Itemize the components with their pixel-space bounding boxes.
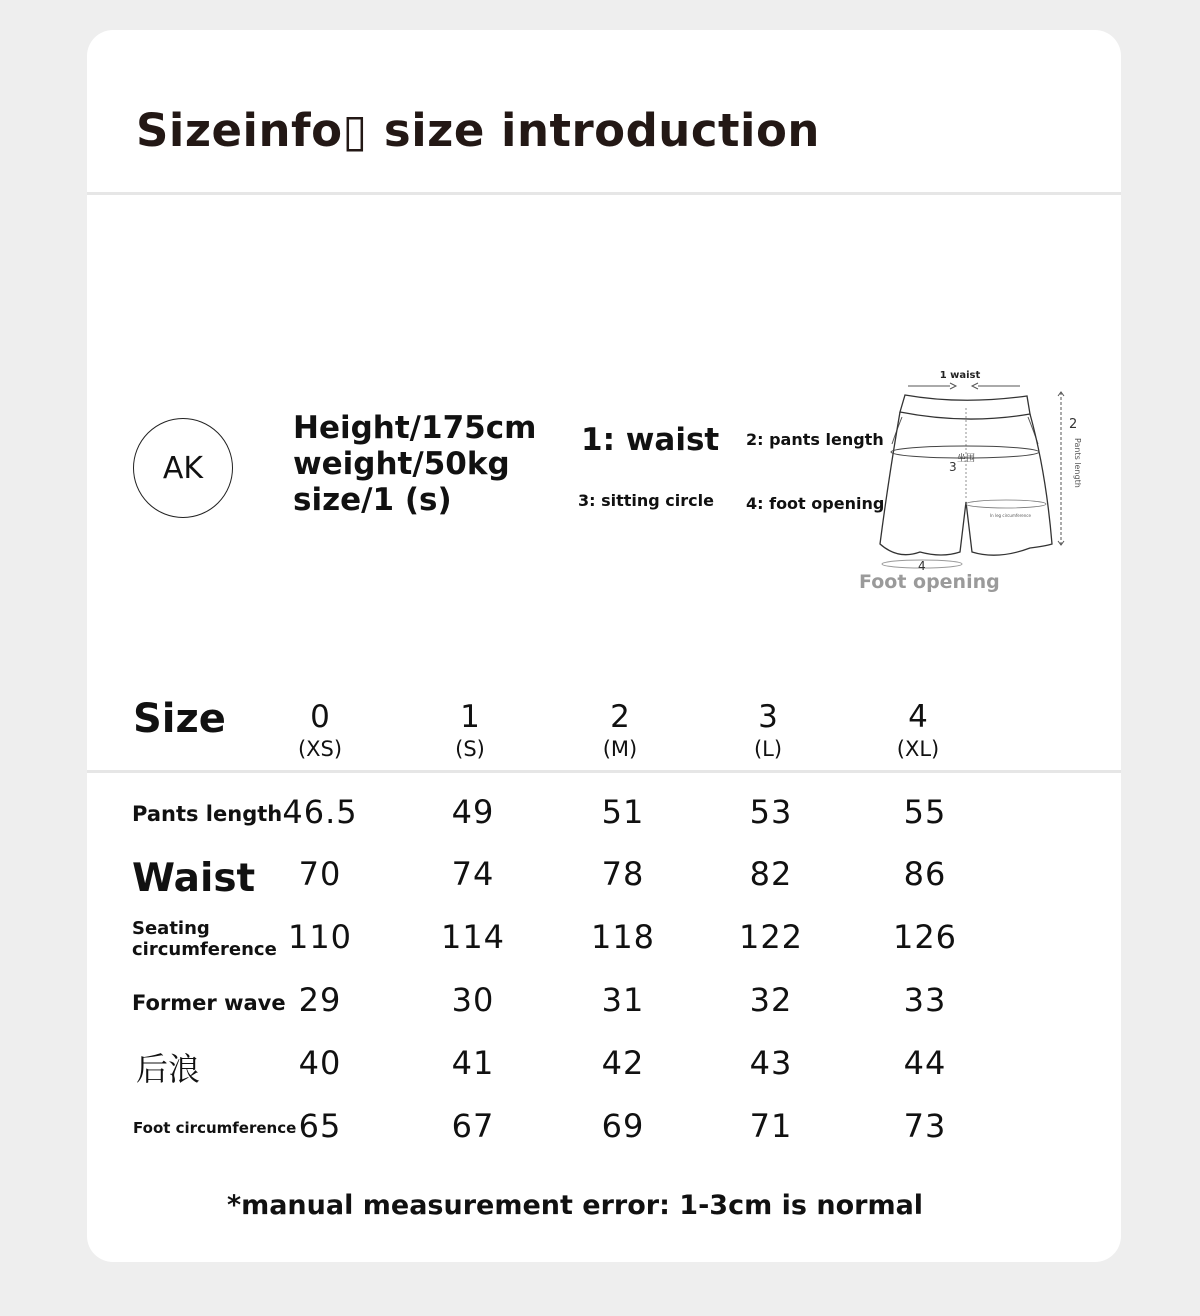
cell-value: 32 [749,981,793,1019]
size-number: 4 [908,699,928,735]
diagram-seat-num: 3 [949,460,957,474]
divider [87,192,1121,195]
cell-value: 71 [749,1107,793,1145]
size-col-3 [718,700,818,764]
diagram-length-text: Pants length [1073,438,1082,488]
foot-opening-caption: Foot opening [859,571,1000,593]
diagram-foot-num: 4 [918,559,926,573]
cell-value: 44 [903,1044,947,1082]
size-number: 3 [758,699,778,735]
cell-value: 78 [601,855,645,893]
cell-value: 73 [903,1107,947,1145]
legend-waist: 1: waist [581,422,720,458]
size-col-0 [270,700,370,764]
cell-value: 40 [298,1044,342,1082]
measurement-note: *manual measurement error: 1-3cm is normal [226,1190,924,1221]
row-label: Foot circumference [133,1119,297,1137]
cell-value: 65 [298,1107,342,1145]
row-label: Seating circumference [132,918,277,960]
row-label: Pants length [132,802,283,826]
cell-value: 82 [749,855,793,893]
diagram-leg-small: In leg circumference [990,513,1031,518]
model-height: Height/175cm [293,410,537,446]
cell-value: 126 [892,918,958,956]
avatar: AK [133,418,233,518]
row-label: Former wave [132,991,286,1015]
size-header: Size [133,696,226,742]
cell-value: 69 [601,1107,645,1145]
cell-value: 49 [451,793,495,831]
cell-value: 41 [451,1044,495,1082]
cell-value: 53 [749,793,793,831]
model-size: size/1 (s) [293,482,452,518]
cell-value: 43 [749,1044,793,1082]
size-number: 0 [310,699,330,735]
cell-value: 51 [601,793,645,831]
size-col-4 [868,700,968,764]
size-col-2 [570,700,670,764]
legend-sitting-circle: 3: sitting circle [578,491,714,510]
size-letter: (XL) [896,737,940,761]
model-info [293,410,536,518]
size-number: 2 [610,699,630,735]
cell-value: 122 [738,918,804,956]
size-letter: (M) [602,737,638,761]
diagram-seat-cn: 坐围 [957,454,976,464]
diagram-waist-label: 1 waist [939,370,981,381]
row-label: Waist [132,856,256,901]
cell-value: 114 [440,918,506,956]
cell-value: 74 [451,855,495,893]
size-col-1 [420,700,520,764]
legend-foot-opening: 4: foot opening [746,494,885,513]
table-divider [87,770,1121,773]
diagram-length-num: 2 [1069,417,1078,432]
cell-value: 70 [298,855,342,893]
cell-value: 86 [903,855,947,893]
cell-value: 118 [590,918,656,956]
cell-value: 33 [903,981,947,1019]
cell-value: 31 [601,981,645,1019]
row-label: 后浪 [136,1050,201,1088]
cell-value: 110 [287,918,353,956]
cell-value: 42 [601,1044,645,1082]
cell-value: 46.5 [282,793,358,831]
size-letter: (XS) [297,737,343,761]
model-weight: weight/50kg [293,446,510,482]
cell-value: 29 [298,981,342,1019]
size-letter: (S) [455,737,485,761]
page-title: Sizeinfo▯ size introduction [136,104,820,157]
cell-value: 30 [451,981,495,1019]
cell-value: 55 [903,793,947,831]
size-letter: (L) [753,737,783,761]
legend-pants-length: 2: pants length [746,430,884,449]
shorts-diagram [870,362,1090,602]
cell-value: 67 [451,1107,495,1145]
size-number: 1 [460,699,480,735]
